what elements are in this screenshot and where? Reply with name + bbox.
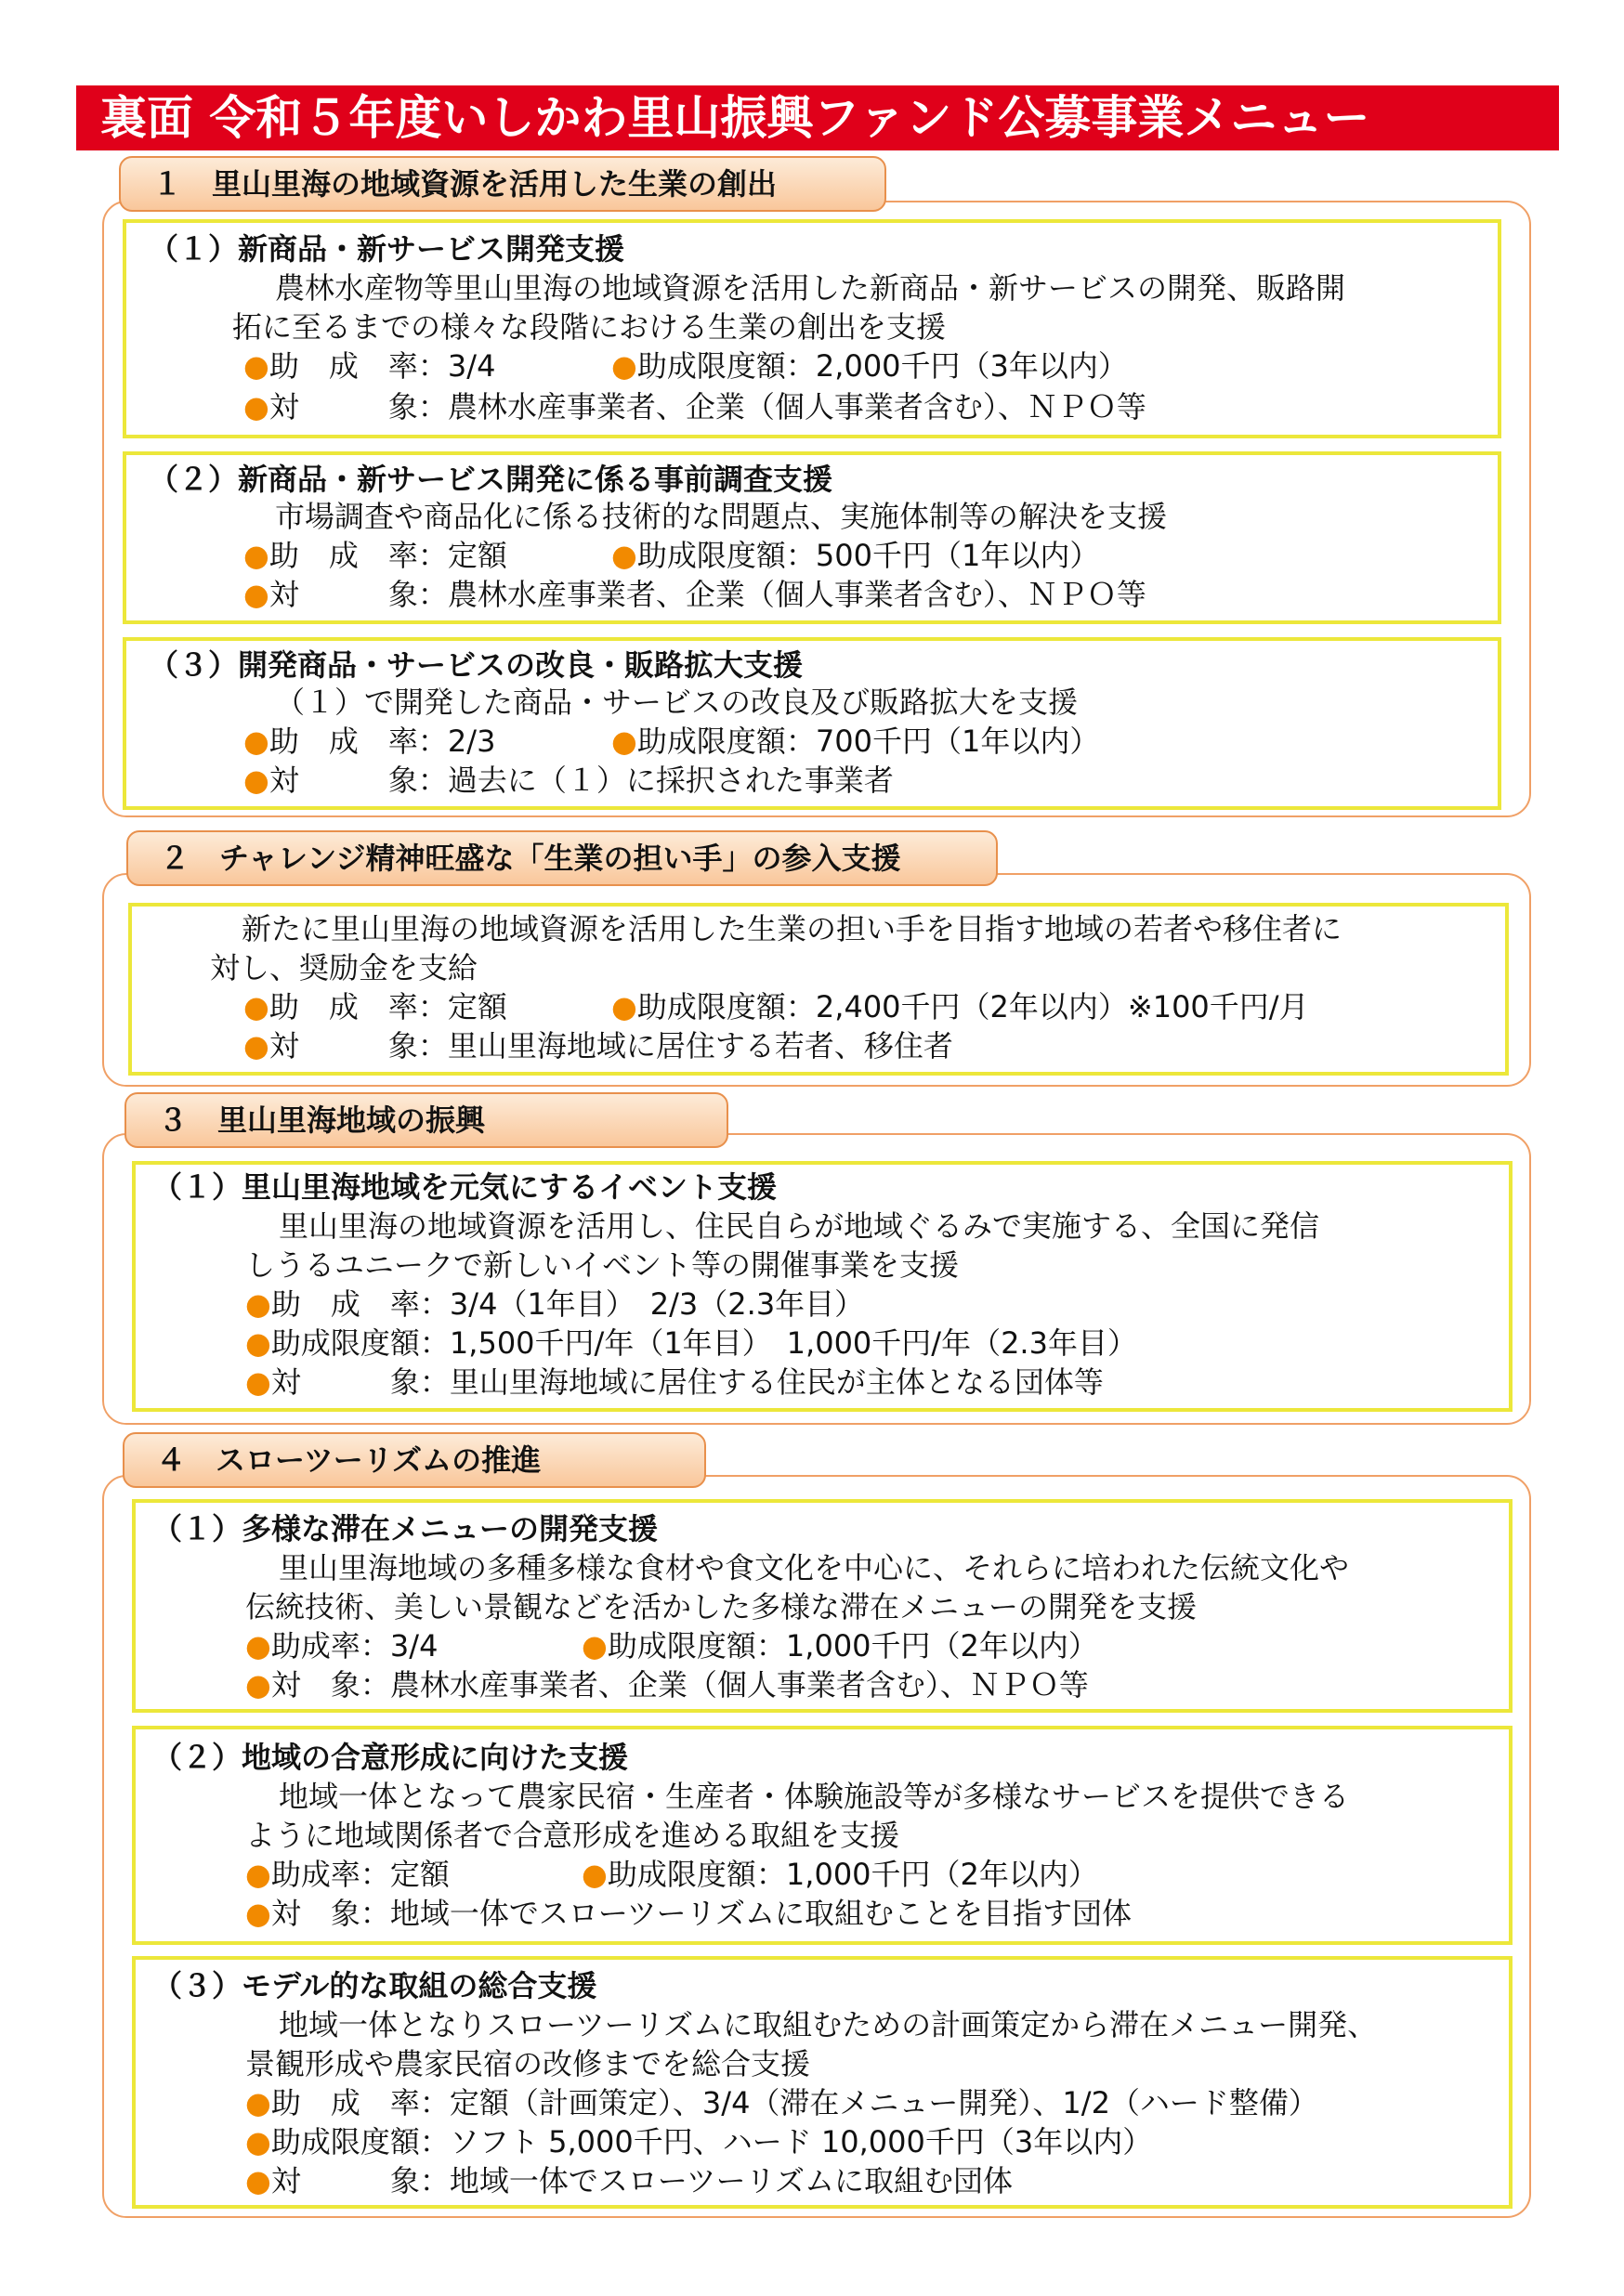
section-4-item-2-heading: （２）地域の合意形成に向けた支援 — [152, 1740, 629, 1775]
section-1-item-2-limit: ●助成限度額：500千円（1年以内） — [611, 538, 1100, 573]
section-2-tab: ２ チャレンジ精神旺盛な「生業の担い手」の参入支援 — [126, 830, 998, 886]
bullet-dot-icon: ● — [245, 1667, 271, 1702]
bullet-dot-icon: ● — [243, 577, 269, 612]
bullet-dot-icon: ● — [243, 1028, 269, 1063]
bullet-dot-icon: ● — [245, 2124, 271, 2159]
bullet-dot-icon: ● — [245, 2163, 271, 2198]
section-4-item-3-heading: （３）モデル的な取組の総合支援 — [152, 1968, 597, 2003]
section-1-item-1-desc-1: 農林水産物等里山里海の地域資源を活用した新商品・新サービスの開発、販路開 — [275, 270, 1346, 306]
section-3-item-1-heading: （１）里山里海地域を元気にするイベント支援 — [152, 1169, 778, 1205]
section-4-item-1-desc-1: 里山里海地域の多種多様な食材や食文化を中心に、それらに培われた伝統文化や — [279, 1550, 1350, 1585]
section-1-item-3-heading: （３）開発商品・サービスの改良・販路拡大支援 — [149, 647, 804, 683]
bullet-dot-icon: ● — [245, 1286, 271, 1322]
section-3-item-1-desc-2: しうるユニークで新しいイベント等の開催事業を支援 — [245, 1247, 960, 1283]
section-3-item-1-limit: ●助成限度額：1,500千円/年（1年目） 1,000千円/年（2.3年目） — [245, 1325, 1137, 1361]
section-3-item-1-rate: ●助 成 率：3/4（1年目） 2/3（2.3年目） — [245, 1286, 865, 1322]
section-4-item-2-target: ●対 象：地域一体でスローツーリズムに取組むことを目指す団体 — [245, 1896, 1133, 1931]
section-4-item-2-desc-1: 地域一体となって農家民宿・生産者・体験施設等が多様なサービスを提供できる — [279, 1779, 1350, 1814]
section-4-item-1-target: ●対 象：農林水産事業者、企業（個人事業者含む）、ＮＰＯ等 — [245, 1667, 1089, 1702]
bullet-dot-icon: ● — [243, 538, 269, 573]
section-4-item-1-desc-2: 伝統技術、美しい景観などを活かした多様な滞在メニューの開発を支援 — [245, 1589, 1198, 1624]
bullet-dot-icon: ● — [245, 1857, 271, 1892]
section-1-item-1-rate: ●助 成 率：3/4 — [243, 348, 496, 384]
bullet-dot-icon: ● — [245, 1325, 271, 1361]
section-4-tab: ４ スローツーリズムの推進 — [123, 1432, 706, 1488]
bullet-dot-icon: ● — [243, 348, 269, 384]
section-4-item-1-limit: ●助成限度額：1,000千円（2年以内） — [582, 1628, 1098, 1663]
section-3-tab: ３ 里山里海地域の振興 — [124, 1092, 728, 1148]
section-4-item-3-limit: ●助成限度額：ソフト 5,000千円、ハード 10,000千円（3年以内） — [245, 2124, 1153, 2159]
section-2-item-1-target: ●対 象：里山里海地域に居住する若者、移住者 — [243, 1028, 953, 1063]
bullet-dot-icon: ● — [243, 389, 269, 424]
section-1-item-2-rate: ●助 成 率：定額 — [243, 538, 507, 573]
bullet-dot-icon: ● — [582, 1628, 608, 1663]
section-1-item-1-heading: （１）新商品・新サービス開発支援 — [149, 231, 625, 267]
section-1-item-1-target: ●対 象：農林水産事業者、企業（個人事業者含む）、ＮＰＯ等 — [243, 389, 1146, 424]
section-1-item-3-target: ●対 象：過去に（１）に採択された事業者 — [243, 763, 894, 798]
section-4-item-3-desc-1: 地域一体となりスローツーリズムに取組むための計画策定から滞在メニュー開発、 — [279, 2007, 1378, 2042]
bullet-dot-icon: ● — [611, 348, 637, 384]
bullet-dot-icon: ● — [611, 538, 637, 573]
bullet-dot-icon: ● — [245, 2085, 271, 2120]
section-1-item-3-limit: ●助成限度額：700千円（1年以内） — [611, 724, 1100, 759]
section-1-item-1-desc-2: 拓に至るまでの様々な段階における生業の創出を支援 — [232, 309, 947, 345]
section-4-item-3-target: ●対 象：地域一体でスローツーリズムに取組む団体 — [245, 2163, 1014, 2198]
section-2-item-1-desc-2: 対し、奨励金を支給 — [210, 950, 478, 985]
page-title: 裏面 令和５年度いしかわ里山振興ファンド公募事業メニュー — [76, 85, 1559, 150]
section-1-item-2-desc-1: 市場調査や商品化に係る技術的な問題点、実施体制等の解決を支援 — [275, 499, 1168, 534]
section-4-item-1-heading: （１）多様な滞在メニューの開発支援 — [152, 1511, 659, 1546]
section-4-item-3-desc-2: 景観形成や農家民宿の改修までを総合支援 — [245, 2046, 811, 2081]
bullet-dot-icon: ● — [245, 1364, 271, 1400]
section-2-item-1-rate: ●助 成 率：定額 — [243, 989, 507, 1024]
section-1-tab: １ 里山里海の地域資源を活用した生業の創出 — [119, 156, 886, 212]
bullet-dot-icon: ● — [243, 989, 269, 1024]
section-4-item-1-rate: ●助成率：3/4 — [245, 1628, 439, 1663]
bullet-dot-icon: ● — [245, 1628, 271, 1663]
bullet-dot-icon: ● — [582, 1857, 608, 1892]
bullet-dot-icon: ● — [243, 724, 269, 759]
bullet-dot-icon: ● — [611, 989, 637, 1024]
section-3-item-1-target: ●対 象：里山里海地域に居住する住民が主体となる団体等 — [245, 1364, 1104, 1400]
bullet-dot-icon: ● — [611, 724, 637, 759]
section-1-item-3-desc-1: （１）で開発した商品・サービスの改良及び販路拡大を支援 — [275, 685, 1079, 720]
section-1-item-2-target: ●対 象：農林水産事業者、企業（個人事業者含む）、ＮＰＯ等 — [243, 577, 1146, 612]
section-4-item-2-limit: ●助成限度額：1,000千円（2年以内） — [582, 1857, 1098, 1892]
section-3-item-1-desc-1: 里山里海の地域資源を活用し、住民自らが地域ぐるみで実施する、全国に発信 — [279, 1208, 1320, 1244]
section-4-item-2-rate: ●助成率：定額 — [245, 1857, 450, 1892]
section-1-item-2-heading: （２）新商品・新サービス開発に係る事前調査支援 — [149, 462, 833, 497]
section-4-item-2-desc-2: ように地域関係者で合意形成を進める取組を支援 — [245, 1818, 900, 1853]
section-2-item-1-desc-1: 新たに里山里海の地域資源を活用した生業の担い手を目指す地域の若者や移住者に — [242, 911, 1342, 946]
bullet-dot-icon: ● — [245, 1896, 271, 1931]
section-1-item-3-rate: ●助 成 率：2/3 — [243, 724, 496, 759]
bullet-dot-icon: ● — [243, 763, 269, 798]
section-4-item-3-rate: ●助 成 率：定額（計画策定）、3/4（滞在メニュー開発）、1/2（ハード整備） — [245, 2085, 1318, 2120]
section-2-item-1-limit: ●助成限度額：2,400千円（2年以内）※100千円/月 — [611, 989, 1309, 1024]
section-1-item-1-limit: ●助成限度額：2,000千円（3年以内） — [611, 348, 1128, 384]
